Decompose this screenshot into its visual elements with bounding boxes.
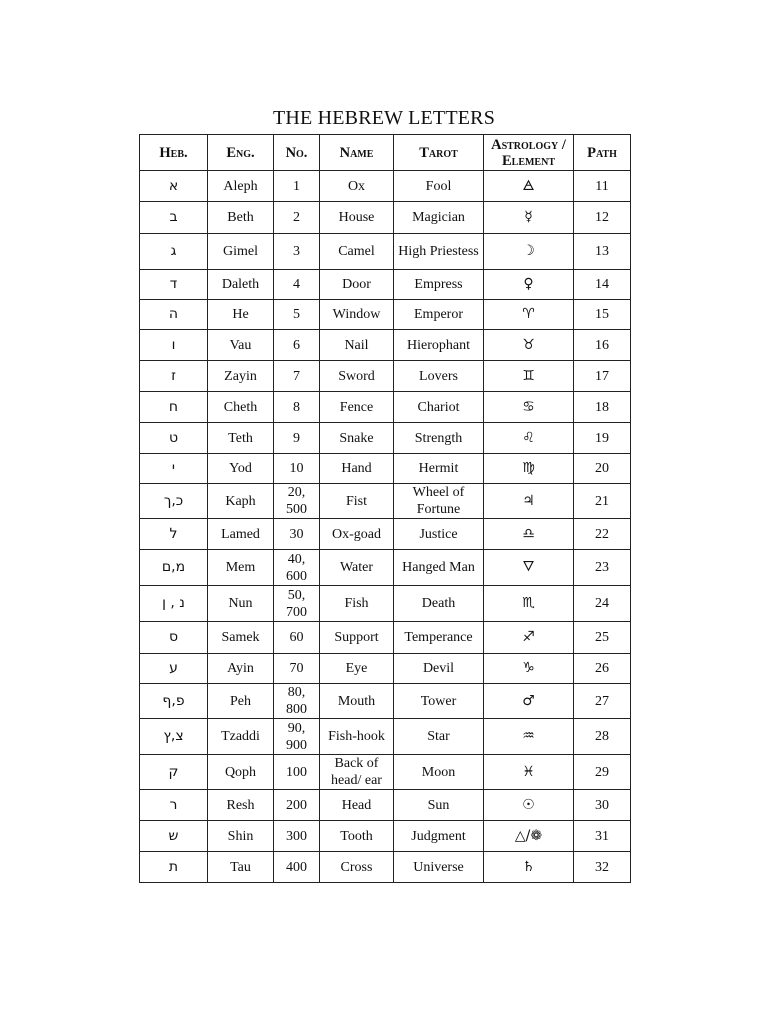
path-number-cell: 21	[574, 484, 631, 519]
astrology-symbol-cell: ☽	[484, 234, 574, 270]
english-name-cell: He	[208, 300, 274, 330]
tarot-card-cell: Hanged Man	[394, 550, 484, 586]
number-value-cell: 30	[274, 519, 320, 550]
number-value-cell: 100	[274, 755, 320, 790]
letter-meaning-cell: Support	[320, 622, 394, 654]
table-row	[140, 171, 631, 202]
english-name-cell: Shin	[208, 821, 274, 852]
hebrew-letters-table	[139, 134, 631, 883]
header-no: No.	[274, 135, 320, 171]
path-number-cell: 31	[574, 821, 631, 852]
letter-meaning-cell: House	[320, 202, 394, 234]
number-value-cell: 50, 700	[274, 586, 320, 622]
hebrew-letter-cell: ב	[140, 202, 208, 234]
letter-meaning-cell: Sword	[320, 361, 394, 392]
letter-meaning-cell: Snake	[320, 423, 394, 454]
english-name-cell: Aleph	[208, 171, 274, 202]
letter-meaning-cell: Fence	[320, 392, 394, 423]
tarot-card-cell: Justice	[394, 519, 484, 550]
tarot-card-cell: Hierophant	[394, 330, 484, 361]
tarot-card-cell: Empress	[394, 270, 484, 300]
number-value-cell: 6	[274, 330, 320, 361]
path-number-cell: 20	[574, 454, 631, 484]
table-row	[140, 519, 631, 550]
astrology-symbol-cell: ♃	[484, 484, 574, 519]
letter-meaning-cell: Cross	[320, 852, 394, 883]
letter-meaning-cell: Hand	[320, 454, 394, 484]
tarot-card-cell: Devil	[394, 654, 484, 684]
number-value-cell: 4	[274, 270, 320, 300]
table-row	[140, 719, 631, 755]
letter-meaning-cell: Tooth	[320, 821, 394, 852]
astrology-symbol-cell: ♉	[484, 330, 574, 361]
header-eng: Eng.	[208, 135, 274, 171]
number-value-cell: 3	[274, 234, 320, 270]
hebrew-letter-cell: ל	[140, 519, 208, 550]
hebrew-letter-cell: ה	[140, 300, 208, 330]
english-name-cell: Resh	[208, 790, 274, 821]
path-number-cell: 11	[574, 171, 631, 202]
number-value-cell: 10	[274, 454, 320, 484]
table-row	[140, 361, 631, 392]
hebrew-letter-cell: כ,ך	[140, 484, 208, 519]
tarot-card-cell: Sun	[394, 790, 484, 821]
english-name-cell: Gimel	[208, 234, 274, 270]
hebrew-letter-cell: פ,ף	[140, 684, 208, 719]
astrology-symbol-cell: ☿	[484, 202, 574, 234]
letter-meaning-cell: Mouth	[320, 684, 394, 719]
hebrew-letter-cell: נ , ן	[140, 586, 208, 622]
number-value-cell: 2	[274, 202, 320, 234]
tarot-card-cell: Judgment	[394, 821, 484, 852]
astrology-symbol-cell: ♒	[484, 719, 574, 755]
astrology-symbol-cell: ♓	[484, 755, 574, 790]
number-value-cell: 20, 500	[274, 484, 320, 519]
letter-meaning-cell: Fish	[320, 586, 394, 622]
english-name-cell: Zayin	[208, 361, 274, 392]
hebrew-letter-cell: ד	[140, 270, 208, 300]
number-value-cell: 5	[274, 300, 320, 330]
number-value-cell: 400	[274, 852, 320, 883]
number-value-cell: 200	[274, 790, 320, 821]
table-row	[140, 484, 631, 519]
number-value-cell: 7	[274, 361, 320, 392]
tarot-card-cell: Death	[394, 586, 484, 622]
number-value-cell: 60	[274, 622, 320, 654]
english-name-cell: Teth	[208, 423, 274, 454]
letter-meaning-cell: Nail	[320, 330, 394, 361]
english-name-cell: Tau	[208, 852, 274, 883]
path-number-cell: 18	[574, 392, 631, 423]
tarot-card-cell: Magician	[394, 202, 484, 234]
path-number-cell: 16	[574, 330, 631, 361]
path-number-cell: 26	[574, 654, 631, 684]
hebrew-letter-cell: א	[140, 171, 208, 202]
number-value-cell: 300	[274, 821, 320, 852]
path-number-cell: 12	[574, 202, 631, 234]
header-astrology-element: Astrology / Element	[484, 135, 574, 171]
hebrew-letter-cell: ר	[140, 790, 208, 821]
tarot-card-cell: Universe	[394, 852, 484, 883]
tarot-card-cell: Hermit	[394, 454, 484, 484]
letter-meaning-cell: Ox-goad	[320, 519, 394, 550]
astrology-symbol-cell: 🜄	[484, 550, 574, 586]
path-number-cell: 30	[574, 790, 631, 821]
astrology-symbol-cell: ♌	[484, 423, 574, 454]
path-number-cell: 17	[574, 361, 631, 392]
hebrew-letter-cell: ט	[140, 423, 208, 454]
path-number-cell: 23	[574, 550, 631, 586]
astrology-symbol-cell: ♏	[484, 586, 574, 622]
english-name-cell: Yod	[208, 454, 274, 484]
path-number-cell: 22	[574, 519, 631, 550]
astrology-symbol-cell: ♀	[484, 270, 574, 300]
english-name-cell: Peh	[208, 684, 274, 719]
table-row	[140, 270, 631, 300]
table-row	[140, 821, 631, 852]
english-name-cell: Vau	[208, 330, 274, 361]
english-name-cell: Qoph	[208, 755, 274, 790]
hebrew-letter-cell: מ,ם	[140, 550, 208, 586]
path-number-cell: 15	[574, 300, 631, 330]
hebrew-letter-cell: צ,ץ	[140, 719, 208, 755]
table-row	[140, 586, 631, 622]
hebrew-letter-cell: ש	[140, 821, 208, 852]
tarot-card-cell: Star	[394, 719, 484, 755]
english-name-cell: Lamed	[208, 519, 274, 550]
path-number-cell: 24	[574, 586, 631, 622]
tarot-card-cell: Lovers	[394, 361, 484, 392]
english-name-cell: Ayin	[208, 654, 274, 684]
english-name-cell: Samek	[208, 622, 274, 654]
tarot-card-cell: High Priestess	[394, 234, 484, 270]
number-value-cell: 8	[274, 392, 320, 423]
english-name-cell: Mem	[208, 550, 274, 586]
astrology-symbol-cell: 🜁	[484, 171, 574, 202]
hebrew-letter-cell: ז	[140, 361, 208, 392]
hebrew-letter-cell: ת	[140, 852, 208, 883]
tarot-card-cell: Tower	[394, 684, 484, 719]
table-row	[140, 392, 631, 423]
number-value-cell: 90, 900	[274, 719, 320, 755]
header-heb: Heb.	[140, 135, 208, 171]
path-number-cell: 27	[574, 684, 631, 719]
page-title: THE HEBREW LETTERS	[272, 107, 496, 129]
path-number-cell: 25	[574, 622, 631, 654]
astrology-symbol-cell: ♈	[484, 300, 574, 330]
table-row	[140, 684, 631, 719]
table-row	[140, 330, 631, 361]
letter-meaning-cell: Camel	[320, 234, 394, 270]
table-row	[140, 622, 631, 654]
astrology-symbol-cell: ♊	[484, 361, 574, 392]
astrology-symbol-cell: ♄	[484, 852, 574, 883]
path-number-cell: 13	[574, 234, 631, 270]
tarot-card-cell: Moon	[394, 755, 484, 790]
table-row	[140, 234, 631, 270]
table-body	[140, 171, 631, 883]
table-row	[140, 423, 631, 454]
path-number-cell: 14	[574, 270, 631, 300]
table-row	[140, 550, 631, 586]
path-number-cell: 19	[574, 423, 631, 454]
tarot-card-cell: Wheel of Fortune	[394, 484, 484, 519]
hebrew-letter-cell: ס	[140, 622, 208, 654]
english-name-cell: Daleth	[208, 270, 274, 300]
tarot-card-cell: Chariot	[394, 392, 484, 423]
path-number-cell: 32	[574, 852, 631, 883]
english-name-cell: Tzaddi	[208, 719, 274, 755]
astrology-symbol-cell: ♐	[484, 622, 574, 654]
table-row	[140, 300, 631, 330]
astrology-symbol-cell: ♍	[484, 454, 574, 484]
english-name-cell: Nun	[208, 586, 274, 622]
header-path: Path	[574, 135, 631, 171]
number-value-cell: 9	[274, 423, 320, 454]
astrology-symbol-cell: ♋	[484, 392, 574, 423]
table-row	[140, 852, 631, 883]
number-value-cell: 70	[274, 654, 320, 684]
number-value-cell: 40, 600	[274, 550, 320, 586]
letter-meaning-cell: Back of head/ ear	[320, 755, 394, 790]
astrology-symbol-cell: ♂	[484, 684, 574, 719]
letter-meaning-cell: Water	[320, 550, 394, 586]
hebrew-letter-cell: ק	[140, 755, 208, 790]
astrology-symbol-cell: △/❁	[484, 821, 574, 852]
letter-meaning-cell: Window	[320, 300, 394, 330]
header-name: Name	[320, 135, 394, 171]
letter-meaning-cell: Head	[320, 790, 394, 821]
english-name-cell: Cheth	[208, 392, 274, 423]
number-value-cell: 1	[274, 171, 320, 202]
tarot-card-cell: Strength	[394, 423, 484, 454]
hebrew-letter-cell: ג	[140, 234, 208, 270]
astrology-symbol-cell: ☉	[484, 790, 574, 821]
english-name-cell: Beth	[208, 202, 274, 234]
astrology-symbol-cell: ♑	[484, 654, 574, 684]
hebrew-letter-cell: י	[140, 454, 208, 484]
header-tarot: Tarot	[394, 135, 484, 171]
number-value-cell: 80, 800	[274, 684, 320, 719]
letter-meaning-cell: Eye	[320, 654, 394, 684]
path-number-cell: 29	[574, 755, 631, 790]
path-number-cell: 28	[574, 719, 631, 755]
astrology-symbol-cell: ♎	[484, 519, 574, 550]
table-row	[140, 454, 631, 484]
tarot-card-cell: Emperor	[394, 300, 484, 330]
letter-meaning-cell: Fish-hook	[320, 719, 394, 755]
table-row	[140, 790, 631, 821]
table-row	[140, 755, 631, 790]
table-row	[140, 654, 631, 684]
table-row	[140, 202, 631, 234]
hebrew-letter-cell: ח	[140, 392, 208, 423]
hebrew-letter-cell: ע	[140, 654, 208, 684]
tarot-card-cell: Fool	[394, 171, 484, 202]
tarot-card-cell: Temperance	[394, 622, 484, 654]
hebrew-letter-cell: ו	[140, 330, 208, 361]
letter-meaning-cell: Ox	[320, 171, 394, 202]
header-row	[140, 135, 631, 171]
english-name-cell: Kaph	[208, 484, 274, 519]
letter-meaning-cell: Door	[320, 270, 394, 300]
letter-meaning-cell: Fist	[320, 484, 394, 519]
